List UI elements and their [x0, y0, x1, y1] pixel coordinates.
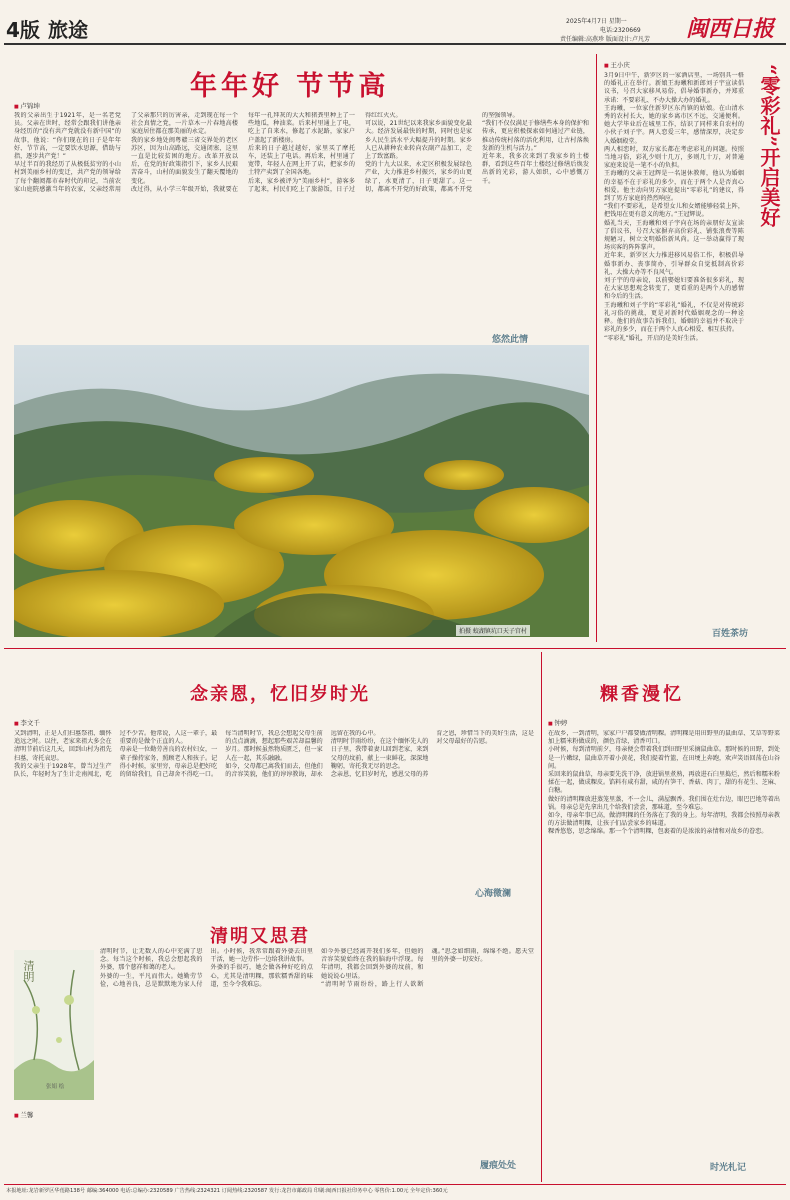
- article5-body: 在故乡，一到清明，家家户户都要做清明粿。清明粿是用田野里的鼠曲草、艾草等野菜加上糯米粉做成的，颜色青绿，清香可口。 小时候，每到清明前夕，母亲便会带着我们到田野里采摘鼠曲草。那时候的田野，到处是一片嫩绿，鼠曲草开着小黄花，我们提着竹篮，在田埂上奔跑，欢声笑语回荡在山谷间。 采回来的鼠曲草，母亲要先洗干净，放进锅里煮熟，再放进石臼里捣烂，然后和糯米粉揉在一起，做成粿皮。馅料有咸有甜，咸的有笋干、香菇、肉丁，甜的有花生、芝麻、白糖。 做好的清明粿放进蒸笼里蒸，不一会儿，满屋飘香。我们围在灶台边，眼巴巴地等着出锅。母亲总是先拿出几个给我们尝尝，那味道，至今难忘。 如今，母亲年事已高，做清明粿的任务落在了我的身上。每年清明，我都会按照母亲教的方法做清明粿，让孩子们品尝家乡的味道。 粿香悠悠，思念绵绵。那一个个清明粿，包裹着的是浓浓的亲情和对故乡的眷恋。: [548, 730, 780, 836]
- article5-tag: 时光札记: [710, 1163, 747, 1173]
- article5-divider: [541, 652, 542, 1182]
- article4-tag: 履痕处处: [480, 1161, 517, 1171]
- article5-title: 粿香漫忆: [600, 684, 684, 705]
- landscape-photo-art: [14, 345, 589, 637]
- section-name: 旅途: [48, 18, 88, 42]
- footer-rule: [4, 1184, 786, 1185]
- article1-tag: 悠然此情: [492, 335, 529, 345]
- landscape-photo: [14, 345, 589, 637]
- article1-body: 我的父亲出生于1921年，是一名老党员。父亲在世时，经常会跟我们讲他亲身经历的“没有共产党就没有新中国”的故事，他说：“你们现在的日子是年年好、节节高，一定要饮水思源，借助与指，逐步共产党！” 早过半百的我经历了从极低贫穷的小山村到美丽乡村的变迁，共产党的领导给了每个翻阅都市春时代的印记，当前农家山庭院感激当年的农家，父亲经常用了父亲那只的厉害亲，走到现在每一个社会真情之党，一片草木一片春地高楼家庭居住都在那美丽的永定。 我的家乡地处闽粤赣三省交界处的老区苏区，因为山高路远，交通闭塞，这里一直是比较贫困的地方。改革开放以后，在党的好政策指引下，家乡人民艰苦奋斗，山村的面貌发生了翻天覆地的变化。 改过得，从小学三年级开始，我就要在每年一孔拜灰的大大和猪粪里种上了一些地瓜，种油菜。后来村里通上了电，吃上了自来水，修起了水泥路，家家户户盖起了新楼房。 后来的日子越过越好，家里买了摩托车，还装上了电话。再后来，村里通了宽带，年轻人在网上开了店，把家乡的土特产卖到了全国各地。 后来，家乡被评为“美丽乡村”，游客多了起来，村民们吃上了旅游饭，日子过得红红火火。 可以说，21世纪以来我家乡面貌变化最大。经济发展最快的时期，同时也是家乡人民生活水平大幅提升的时期。家乡人已从耕种农业转向农副产品加工，走上了致富路。 党的十九大以来，永定区积极发展绿色产业，大力推进乡村振兴，家乡的山更绿了，水更清了，日子更甜了。这一切，都离不开党的好政策，都离不开党的坚强领导。 “我们不仅仅满足于修缮些本身的保护和传承，更应积极探索如何通过产业链，推动传统村落的活化利用，让古村落焕发新的生机与活力。” 近年来，我多次来到了我家乡的土楼群，看到这些百年土楼经过修缮后焕发出新的光彩，游人如织，心中感慨万千。: [14, 112, 589, 193]
- article2-title: “零彩礼”开启美好: [757, 64, 781, 228]
- issue-date: 2025年4月7日 星期一: [566, 18, 627, 25]
- page-number: 4版: [6, 18, 40, 42]
- editors: 责任编辑:高燕珍 版面设计:卢凡芳: [560, 36, 650, 43]
- article1-author: ■ 卢锦坤: [14, 101, 40, 110]
- article3-title: 念亲恩，忆旧岁时光: [190, 684, 370, 705]
- article4-author: ■ 兰馨: [14, 1110, 33, 1119]
- article5-author: ■ 钟婷: [548, 718, 567, 727]
- illustration-label: 清明: [22, 960, 35, 982]
- illustration-credit: 张娟 绘: [46, 1084, 65, 1090]
- article4-title: 清明又思君: [210, 926, 310, 947]
- phone: 电话:2320669: [600, 27, 641, 34]
- article1-title: 年年好 节节高: [190, 71, 390, 102]
- article2-author: ■ 王小庆: [604, 60, 630, 69]
- article3-author: ■ 李文千: [14, 718, 40, 727]
- section-rule-1: [4, 648, 786, 649]
- article3-body: 又到清明，正是人们扫墓祭祖、缅怀追远之时。以往，老家来祖大多会在清明节前后这几天，回到山村为祖先扫墓，寄托哀思。 我的父亲生于1928年，曾当过生产队长，年轻时为了生计走南闯北，吃过不少苦。他常说，人这一辈子，最重要的是做个正直的人。 母亲是一位勤劳善良的农村妇女，一辈子操持家务，照顾老人和孩子。记得小时候，家里穷，母亲总是把好吃的留给我们，自己却舍不得吃一口。 每当清明时节，我总会想起父母生前的点点滴滴，想起那些艰苦却温馨的岁月。那时候虽然物质匮乏，但一家人在一起，其乐融融。 如今，父母都已离我们而去，但他们的音容笑貌，他们的谆谆教诲，却永远留在我的心中。 清明时节雨纷纷，在这个缅怀先人的日子里，我带着妻儿回到老家，来到父母的坟前，献上一束鲜花，深深地鞠躬，寄托我无尽的思念。 念亲恩，忆旧岁时光，感恩父母的养育之恩，珍惜当下的美好生活，这是对父母最好的告慰。: [14, 730, 534, 779]
- photo-caption: 拍摄 蛟湖镇坑口天子宫村: [456, 625, 530, 636]
- article4-body: 清明时节，让无数人的心中充满了思念。每当这个时候，我总会想起我的外婆，那个慈祥和蔼的老人。 外婆的一生，平凡而伟大。她勤劳节俭，心地善良，总是默默地为家人付出。小时候，我常常跟着外婆去田里干活，她一边劳作一边给我讲故事。 外婆的手很巧，她会做各种好吃的点心，尤其是清明粿，那软糯香甜的味道，至今令我难忘。 如今外婆已经离开我们多年，但她的音容笑貌始终在我的脑海中浮现。每年清明，我都会回到外婆的坟前，和她说说心里话。 “清明时节雨纷纷，路上行人欲断魂。”思念如细雨，绵绵不绝。愿天堂里的外婆一切安好。: [100, 948, 534, 988]
- article2-body: 3月9日中午，新罗区的一家酒店里，一场别具一格的婚礼正在举行。新娘王海曦和新郎刘子宇宣读倡议书，号召大家移风易俗，倡导婚事新办，并郑重承诺：不要彩礼、不办大操大办的婚礼。 王海曦，一位家住新罗区东肖镇的姑娘。在山清水秀的农村长大，她的家乡离市区不远，交通便利。她大学毕业后在城里工作，结识了同样来自农村的小伙子刘子宇。两人恋爱三年，感情深厚，决定步入婚姻殿堂。 两人相恋时，双方家长都在考虑彩礼的问题。按照当地习俗，彩礼少则十几万，多则几十万，对普通家庭来说是一笔不小的负担。 王海曦的父亲王冠辉是一名退休教师，他认为婚姻的幸福不在于彩礼的多少，而在于两个人是否真心相爱。他主动向男方家庭提出“零彩礼”的建议，得到了男方家庭的热烈响应。 “我们不要彩礼，是希望女儿和女婿能够轻装上阵，把钱用在更有意义的地方。”王冠辉说。 婚礼当天，王海曦和刘子宇向在场的亲朋好友宣读了倡议书，号召大家摒弃高价彩礼、铺张浪费等陈规陋习，树立文明婚俗新风尚。这一举动赢得了现场宾客的阵阵掌声。 近年来，新罗区大力推进移风易俗工作，积极倡导婚事新办、丧事简办，引导群众自觉抵制高价彩礼、大操大办等不良风气。 刘子宇的母亲说，以前娶媳妇要准备很多彩礼，现在大家思想观念转变了，更看重的是两个人的感情和今后的生活。 王海曦和刘子宇的“零彩礼”婚礼，不仅是对传统彩礼习俗的挑战，更是对新时代婚姻观念的一种诠释。他们的故事告诉我们，婚姻的幸福并不取决于彩礼的多少，而在于两个人真心相爱、相互扶持。 “零彩礼”婚礼，开启的是美好生活。: [604, 72, 744, 342]
- footer-info: 本报地址:龙岩新罗区华莲路138号 邮编:364000 电话:总编办:2320589 广告热线:2324321 订阅热线:2320587 发行:龙岩市邮政局 印刷:闽西日报社印务中心 零售价:1.00元 全年定价:360元: [6, 1188, 448, 1194]
- article3-tag: 心海微澜: [475, 889, 512, 899]
- header-rule: [4, 43, 786, 45]
- article2-tag: 百姓茶坊: [712, 629, 749, 639]
- masthead-logo: 闽西日报: [686, 16, 775, 42]
